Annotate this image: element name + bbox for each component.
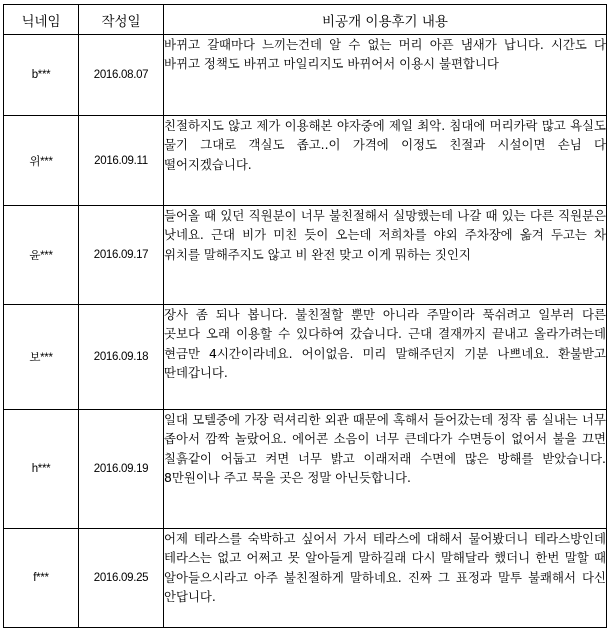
review-content-cell: 일대 모텔중에 가장 럭셔리한 외관 때문에 혹해서 들어갔는데 정작 룸 실내는 너무 좁아서 깜짝 놀랐어요. 에어콘 소음이 너무 큰데다가 수면등이 없어서 불을 끄면 칠흙같이 어둡고 켜면 너무 밝고 이래저래 수면에 많은 방해를 받았습니다. 8만원이나 주고 묵을 곳은 정말 아닌듯합니다. — [164, 410, 607, 529]
nickname-cell: b*** — [4, 35, 79, 116]
table-row — [4, 529, 607, 628]
date-cell: 2016.08.07 — [79, 35, 164, 116]
header-content: 비공개 이용후기 내용 — [164, 5, 607, 35]
nickname-cell: f*** — [4, 529, 79, 628]
review-table — [3, 4, 607, 628]
date-cell: 2016.09.18 — [79, 305, 164, 410]
table-row — [4, 35, 607, 116]
review-content-cell: 친절하지도 않고 제가 이용해본 야자중에 제일 최악. 침대에 머리카락 많고 욕실도 물기 그대로 객실도 좁고..이 가격에 이정도 친절과 시설이면 손님 다 떨어지겠습니다. — [164, 116, 607, 206]
table-row — [4, 410, 607, 529]
nickname-cell: 위*** — [4, 116, 79, 206]
date-cell: 2016.09.11 — [79, 116, 164, 206]
table-row — [4, 116, 607, 206]
nickname-cell: h*** — [4, 410, 79, 529]
date-cell: 2016.09.19 — [79, 410, 164, 529]
review-content-cell: 들어올 때 있던 직원분이 너무 불친절해서 실망했는데 나갈 때 있는 다른 직원분은 낫네요. 근대 비가 미친 듯이 오는데 저희차를 야외 주차장에 옮겨 두고는 차 위치를 말해주지도 않고 비 완전 맞고 이게 뭐하는 짓인지 — [164, 206, 607, 305]
nickname-cell: 보*** — [4, 305, 79, 410]
table-row — [4, 305, 607, 410]
header-nickname: 닉네임 — [4, 5, 79, 35]
review-content-cell: 바뀌고 갈때마다 느끼는건데 알 수 없는 머리 아픈 냄새가 납니다. 시간도 다 바뀌고 정책도 바뀌고 마일리지도 바뀌어서 이용시 불편합니다 — [164, 35, 607, 116]
table-row — [4, 206, 607, 305]
review-content-cell: 장사 좀 되나 봅니다. 불친절할 뿐만 아니라 주말이라 푹쉬려고 일부러 다른 곳보다 오래 이용할 수 있다하여 갔습니다. 근대 결재까지 끝내고 올라가려는데 현금만 4시간이라네요. 어이없음. 미리 말해주던지 기분 나쁘네요. 환불받고 딴데갑니다. — [164, 305, 607, 410]
nickname-cell: 윤*** — [4, 206, 79, 305]
date-cell: 2016.09.17 — [79, 206, 164, 305]
header-row — [4, 5, 607, 35]
date-cell: 2016.09.25 — [79, 529, 164, 628]
review-content-cell: 어제 테라스를 숙박하고 싶어서 가서 테라스에 대해서 물어봤더니 테라스방인데 테라스는 없고 어쩌고 못 알아들게 말하길래 다시 말해달라 했더니 한번 말할 때 알아들으시라고 아주 불친절하게 말하네요. 진짜 그 표정과 말투 불쾌해서 다신 안답니다. — [164, 529, 607, 628]
header-date: 작성일 — [79, 5, 164, 35]
